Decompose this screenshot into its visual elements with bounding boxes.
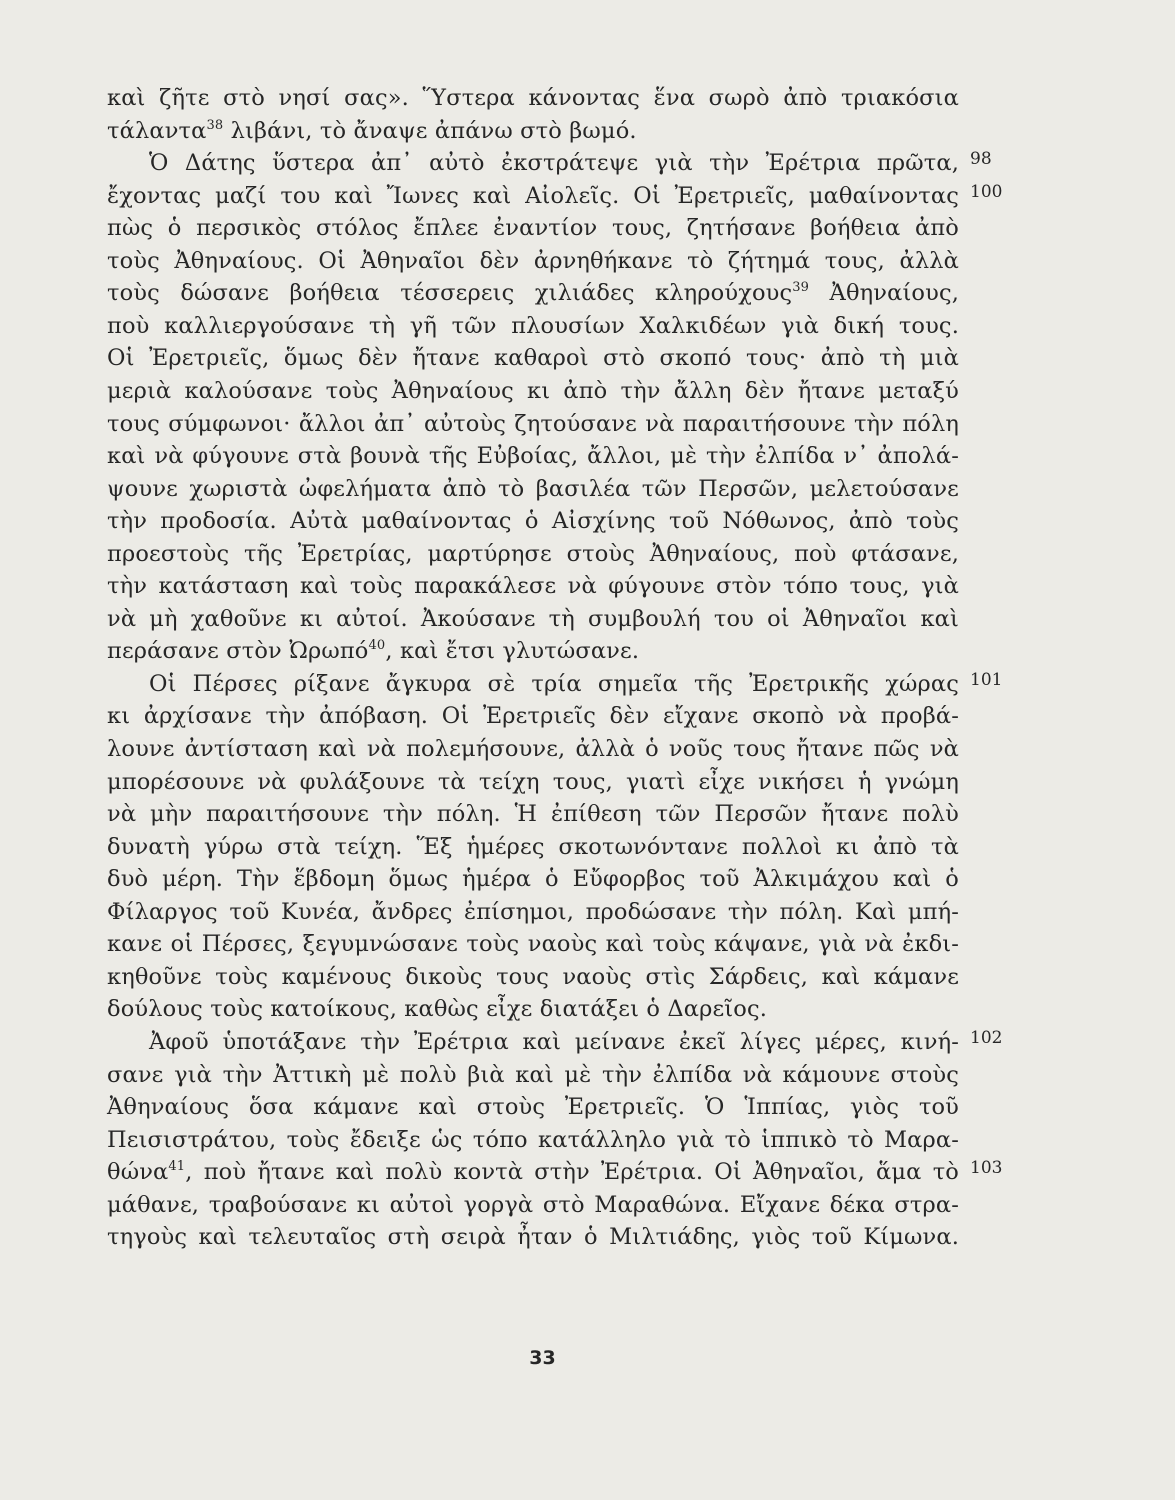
footnote-marker: 41 <box>168 1159 186 1175</box>
section-number: 103 <box>970 1158 1003 1179</box>
text-segment: , ποὺ ἤτανε καὶ πολὺ κοντὰ στὴν Ἐρέτρια. Οἱ Ἀθηναῖοι, ἅμα τὸ <box>185 1159 959 1186</box>
text-line: Φίλαργος τοῦ Κυνέα, ἄνδρες ἐπίσημοι, προδώσανε τὴν πόλη. Καὶ μπή- <box>107 898 959 925</box>
footnote-marker: 40 <box>368 638 386 654</box>
text-line <box>107 1157 959 1187</box>
section-number: 100 <box>970 181 1003 202</box>
text-segment: περάσανε στὸν Ὠρωπό <box>107 638 369 665</box>
text-segment: τάλαντα <box>107 117 207 144</box>
section-number: 101 <box>970 669 1003 690</box>
text-line <box>107 116 959 146</box>
text-line: προεστοὺς τῆς Ἐρετρίας, μαρτύρησε στοὺς Ἀθηναίους, ποὺ φτάσανε, <box>107 540 959 567</box>
text-line: μάθανε, τραβούσανε κι αὐτοὶ γοργὰ στὸ Μαραθώνα. Εἴχανε δέκα στρα- <box>107 1191 959 1218</box>
text-line: ἔχοντας μαζί του καὶ Ἴωνες καὶ Αἰολεῖς. Οἱ Ἐρετριεῖς, μαθαίνοντας <box>107 182 959 209</box>
text-line: νὰ μὴ χαθοῦνε κι αὐτοί. Ἀκούσανε τὴ συμβουλή του οἱ Ἀθηναῖοι καὶ <box>107 605 959 632</box>
text-segment: τοὺς δώσανε βοήθεια τέσσερεις χιλιάδες κληρούχους <box>107 280 793 307</box>
text-line: Οἱ Ἐρετριεῖς, ὅμως δὲν ἤτανε καθαροὶ στὸ σκοπό τους· ἀπὸ τὴ μιὰ <box>107 345 959 372</box>
section-number: 98 <box>970 149 992 170</box>
text-line: ψουνε χωριστὰ ὠφελήματα ἀπὸ τὸ βασιλέα τῶν Περσῶν, μελετούσανε <box>107 475 959 502</box>
text-segment: , καὶ ἔτσι γλυτώσανε. <box>385 638 640 665</box>
text-line: λουνε ἀντίσταση καὶ νὰ πολεμήσουνε, ἀλλὰ ὁ νοῦς τους ἤτανε πῶς νὰ <box>107 736 959 762</box>
text-line: τους σύμφωνοι· ἄλλοι ἀπ᾽ αὐτοὺς ζητούσανε νὰ παραιτήσουνε τὴν πόλη <box>107 410 959 437</box>
text-line: κι ἀρχίσανε τὴν ἀπόβαση. Οἱ Ἐρετριεῖς δὲν εἴχανε σκοπὸ νὰ προβά- <box>107 703 959 730</box>
text-line: Οἱ Πέρσες ρίξανε ἄγκυρα σὲ τρία σημεῖα τῆς Ἐρετρικῆς χώρας <box>149 670 959 697</box>
text-segment: λιβάνι, τὸ ἄναψε ἀπάνω στὸ βωμό. <box>223 117 637 144</box>
text-line: τὴν κατάσταση καὶ τοὺς παρακάλεσε νὰ φύγουνε στὸν τόπο τους, γιὰ <box>107 573 959 600</box>
text-line: δούλους τοὺς κατοίκους, καθὼς εἶχε διατάξει ὁ Δαρεῖος. <box>107 996 767 1023</box>
text-line: τηγοὺς καὶ τελευταῖος στὴ σειρὰ ἦταν ὁ Μιλτιάδης, γιὸς τοῦ Κίμωνα. <box>107 1224 959 1251</box>
text-line <box>107 278 959 308</box>
text-line: ποὺ καλλιεργούσανε τὴ γῆ τῶν πλουσίων Χαλκιδέων γιὰ δική τους. <box>107 312 959 339</box>
footnote-marker: 38 <box>206 117 224 133</box>
text-line: Ἀθηναίους ὅσα κάμανε καὶ στοὺς Ἐρετριεῖς. Ὁ Ἱππίας, γιὸς τοῦ <box>107 1094 959 1121</box>
page-number: 33 <box>529 1347 556 1369</box>
text-line: κηθοῦνε τοὺς καμένους δικοὺς τους ναοὺς στὶς Σάρδεις, καὶ κάμανε <box>107 963 959 990</box>
text-line: δυὸ μέρη. Τὴν ἕβδομη ὅμως ἡμέρα ὁ Εὔφορβος τοῦ Ἀλκιμάχου καὶ ὁ <box>107 866 959 893</box>
text-line: Πεισιστράτου, τοὺς ἔδειξε ὡς τόπο κατάλληλο γιὰ τὸ ἱππικὸ τὸ Μαρα- <box>107 1126 959 1153</box>
text-segment: Ἀθηναίους, <box>809 280 960 307</box>
text-line <box>107 636 959 666</box>
text-line: δυνατὴ γύρω στὰ τείχη. Ἕξ ἡμέρες σκοτωνόντανε πολλοὶ κι ἀπὸ τὰ <box>107 833 959 860</box>
text-line: πὼς ὁ περσικὸς στόλος ἔπλεε ἐναντίον τους, ζητήσανε βοήθεια ἀπὸ <box>107 215 959 242</box>
text-line: μπορέσουνε νὰ φυλάξουνε τὰ τείχη τους, γιατὶ εἶχε νικήσει ἡ γνώμη <box>107 768 959 795</box>
text-line: νὰ μὴν παραιτήσουνε τὴν πόλη. Ἡ ἐπίθεση τῶν Περσῶν ἤτανε πολὺ <box>107 801 959 828</box>
footnote-marker: 39 <box>792 280 810 296</box>
text-line: τὴν προδοσία. Αὐτὰ μαθαίνοντας ὁ Αἰσχίνης τοῦ Νόθωνος, ἀπὸ τοὺς <box>107 508 959 535</box>
text-line: τοὺς Ἀθηναίους. Οἱ Ἀθηναῖοι δὲν ἀρνηθήκανε τὸ ζήτημά τους, ἀλλὰ <box>107 247 959 274</box>
section-number: 102 <box>970 1027 1003 1048</box>
text-line: μεριὰ καλούσανε τοὺς Ἀθηναίους κι ἀπὸ τὴν ἄλλη δὲν ἤτανε μεταξύ <box>107 377 959 404</box>
text-line: καὶ ζῆτε στὸ νησί σας». Ὕστερα κάνοντας ἕνα σωρὸ ἀπὸ τριακόσια <box>107 85 959 111</box>
text-line: Ὁ Δάτης ὕστερα ἀπ᾽ αὐτὸ ἐκστράτεψε γιὰ τὴν Ἐρέτρια πρῶτα, <box>149 150 959 177</box>
text-line: Ἀφοῦ ὑποτάξανε τὴν Ἐρέτρια καὶ μείνανε ἐκεῖ λίγες μέρες, κινή- <box>149 1028 959 1055</box>
text-line: καὶ νὰ φύγουνε στὰ βουνὰ τῆς Εὐβοίας, ἄλλοι, μὲ τὴν ἐλπίδα ν᾽ ἀπολά- <box>107 443 959 470</box>
text-segment: θώνα <box>107 1159 169 1186</box>
text-line: κανε οἱ Πέρσες, ξεγυμνώσανε τοὺς ναοὺς καὶ τοὺς κάψανε, γιὰ νὰ ἐκδι- <box>107 931 959 958</box>
text-line: σανε γιὰ τὴν Ἀττικὴ μὲ πολὺ βιὰ καὶ μὲ τὴν ἐλπίδα νὰ κάμουνε στοὺς <box>107 1061 959 1088</box>
